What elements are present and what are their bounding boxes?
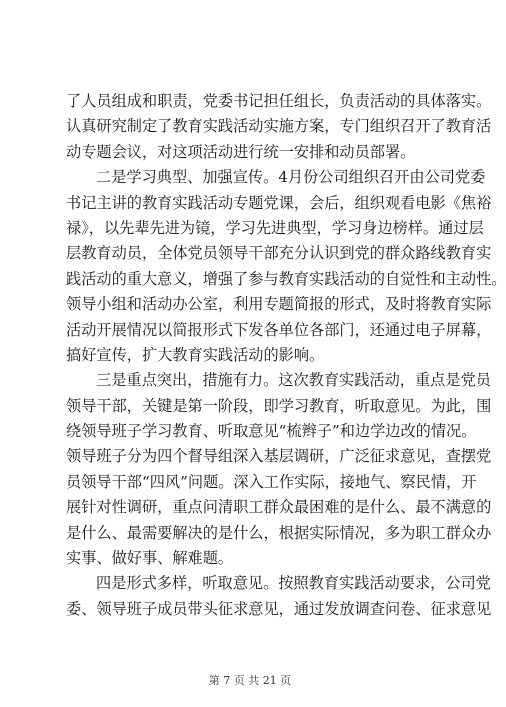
paragraph-line: 委、领导班子成员带头征求意见，通过发放调查问卷、征求意见 — [66, 599, 492, 618]
paragraph-line: 二是学习典型、加强宣传。4月份公司组织召开由公司党委 — [96, 168, 486, 187]
paragraph-line: 绕领导班子学习教育、听取意见“梳辫子”和边学边改的情况。 — [66, 422, 477, 441]
paragraph-line: 了人员组成和职责，党委书记担任组长，负责活动的具体落实。 — [66, 92, 492, 110]
paragraph-line: 员领导干部“四风”问题。深入工作实际，接地气、察民情，开 — [66, 472, 477, 491]
paragraph-line: 展针对性调研，重点问清职工群众最困难的是什么、最不满意的 — [66, 498, 492, 517]
paragraph-line: 禄》，以先辈先进为镜，学习先进典型，学习身边榜样。通过层 — [66, 218, 484, 237]
paragraph-line: 践活动的重大意义，增强了参与教育实践活动的自觉性和主动性。 — [66, 269, 506, 288]
paragraph-line: 领导小组和活动办公室，利用专题简报的形式，及时将教育实际 — [66, 295, 492, 314]
page-number-footer: 第 7 页 共 21 页 — [208, 674, 292, 687]
paragraph-line: 动专题会议，对这项活动进行统一安排和动员部署。 — [66, 142, 416, 161]
paragraph-line: 认真研究制定了教育实践活动实施方案，专门组织召开了教育活 — [66, 117, 492, 136]
paragraph-line: 是什么、最需要解决的是什么，根据实际情况，多为职工群众办 — [66, 523, 492, 542]
paragraph-line: 书记主讲的教育实践活动专题党课，会后，组织观看电影《焦裕 — [66, 193, 492, 212]
paragraph-line: 四是形式多样，听取意见。按照教育实践活动要求，公司党 — [96, 574, 491, 593]
paragraph-line: 领导干部，关键是第一阶段，即学习教育，听取意见。为此，围 — [66, 396, 492, 415]
paragraph-line: 实事、做好事、解难题。 — [66, 549, 234, 568]
paragraph-line: 领导班子分为四个督导组深入基层调研，广泛征求意见，查摆党 — [66, 447, 492, 466]
paragraph-line: 搞好宣传，扩大教育实践活动的影响。 — [66, 345, 325, 364]
document-body — [66, 89, 506, 622]
paragraph-line: 活动开展情况以简报形式下发各单位各部门，还通过电子屏幕， — [66, 320, 492, 339]
paragraph-line: 三是重点突出，措施有力。这次教育实践活动，重点是党员 — [96, 371, 491, 390]
paragraph-line: 层教育动员，全体党员领导干部充分认识到党的群众路线教育实 — [66, 244, 492, 263]
